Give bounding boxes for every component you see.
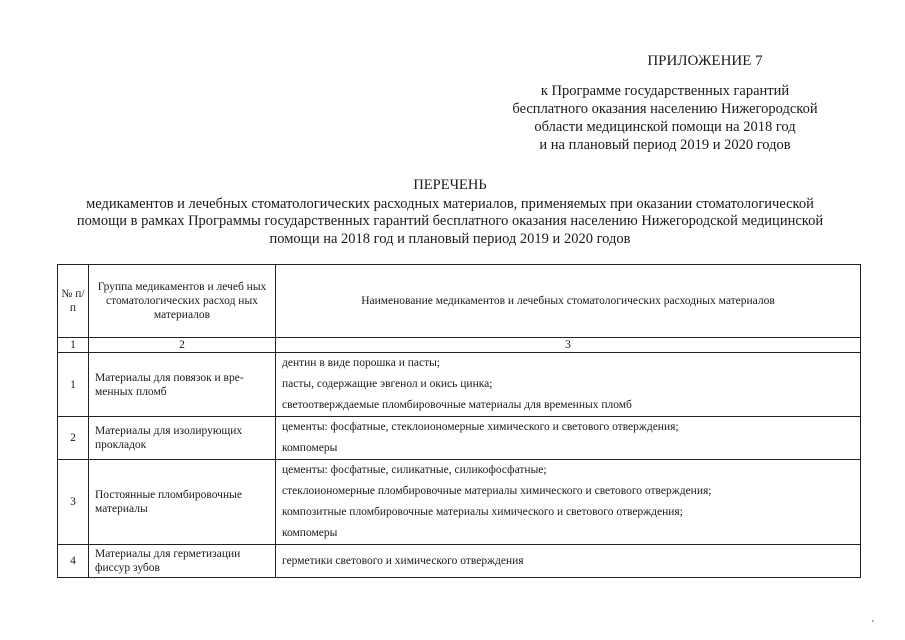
row-number: 1 [58, 353, 89, 417]
column-number: 3 [276, 338, 861, 353]
materials-table [57, 264, 861, 578]
row-items [276, 353, 861, 417]
header-group: Группа медикаментов и лечеб ных стоматологических расход ных материалов [89, 265, 276, 338]
column-number: 2 [89, 338, 276, 353]
heading-line: помощи на 2018 год и плановый период 2019 и 2020 годов [269, 230, 631, 247]
table-row [58, 460, 861, 545]
appendix-title: ПРИЛОЖЕНИЕ 7 [647, 53, 763, 69]
table-row [58, 353, 861, 417]
material-item: герметики светового и химического отверждения [282, 554, 524, 567]
material-item: цементы: фосфатные, стеклоиономерные химического и светового отверждения; [282, 421, 679, 433]
header-number: № п/п [58, 265, 89, 338]
row-number: 3 [58, 460, 89, 545]
material-item: компомеры [282, 527, 338, 539]
row-items [276, 545, 861, 578]
table-row [58, 545, 861, 578]
appendix-block [500, 52, 830, 154]
appendix-line: области медицинской помощи на 2018 год [534, 119, 796, 135]
row-items [276, 417, 861, 460]
column-number: 1 [58, 338, 89, 353]
row-group: Материалы для повязок и вре-менных пломб [89, 353, 276, 417]
heading-line: помощи в рамках Программы государственных гарантий бесплатного оказания населению Нижегородской медицинской [76, 213, 824, 229]
page-mark: ' [872, 618, 874, 630]
heading-line: медикаментов и лечебных стоматологических расходных материалов, применяемых при оказании стоматологической [86, 195, 814, 212]
row-items [276, 460, 861, 545]
material-item: композитные пломбировочные материалы химического и светового отверждения; [282, 506, 683, 518]
material-item: стеклоиономерные пломбировочные материалы химического и светового отверждения; [282, 485, 712, 497]
row-number: 4 [58, 545, 89, 578]
appendix-line: к Программе государственных гарантий [540, 83, 790, 99]
material-item: компомеры [282, 442, 338, 454]
material-item: цементы: фосфатные, силикатные, силикофосфатные; [282, 464, 547, 476]
header-name: Наименование медикаментов и лечебных стоматологических расходных материалов [276, 265, 861, 338]
material-item: пасты, содержащие эвгенол и окись цинка; [282, 378, 493, 390]
appendix-line: и на плановый период 2019 и 2020 годов [539, 137, 791, 153]
table-header-row [58, 265, 861, 338]
material-item: светоотверждаемые пломбировочные материалы для временных пломб [282, 399, 632, 411]
appendix-line: бесплатного оказания населению Нижегородской [512, 101, 818, 117]
row-number: 2 [58, 417, 89, 460]
column-numbers-row [58, 338, 861, 353]
material-item: дентин в виде порошка и пасты; [282, 357, 441, 369]
heading-title: ПЕРЕЧЕНЬ [413, 177, 487, 193]
document-heading [40, 177, 860, 248]
table-row [58, 417, 861, 460]
row-group: Материалы для герметизации фиссур зубов [89, 545, 276, 578]
row-group: Материалы для изолирующих прокладок [89, 417, 276, 460]
row-group: Постоянные пломбировочные материалы [89, 460, 276, 545]
